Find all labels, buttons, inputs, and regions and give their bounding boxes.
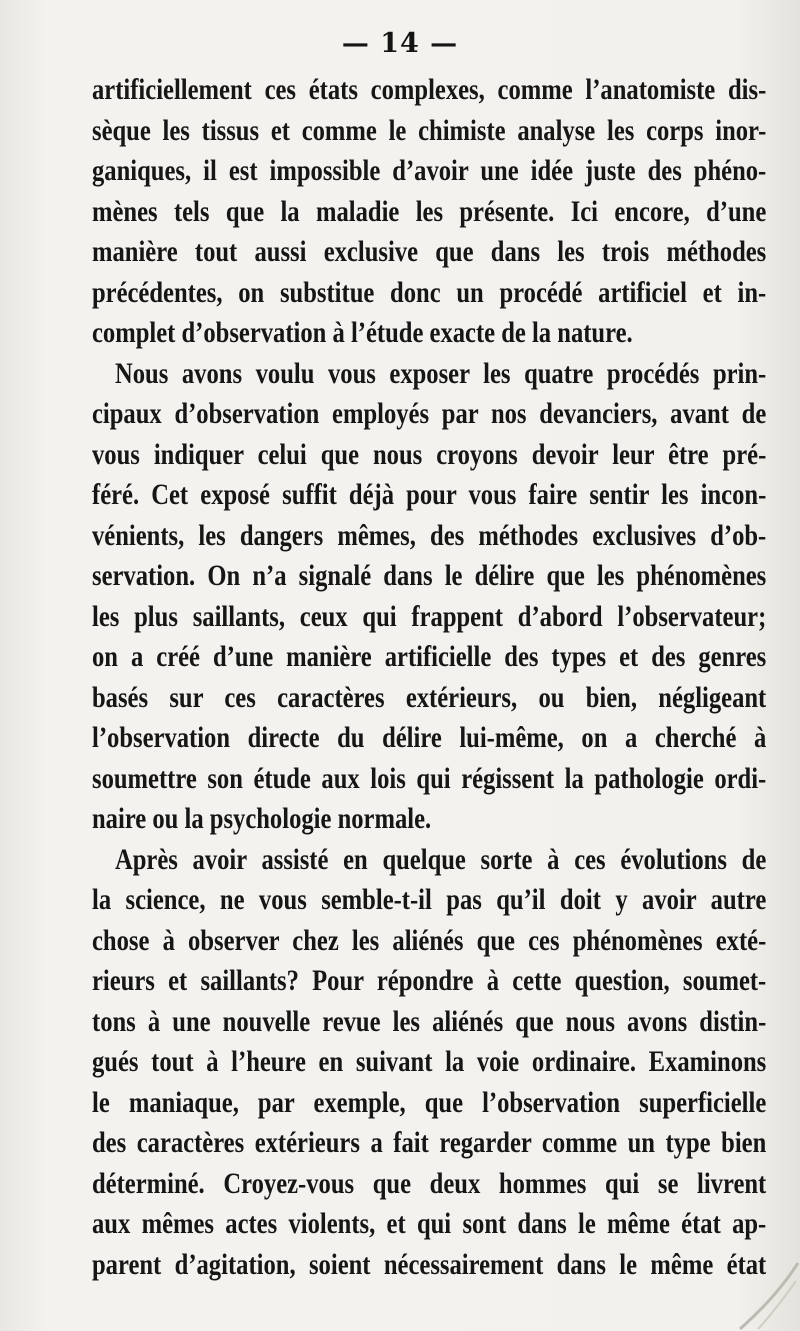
text-line: on a créé d’une manière artificielle des types et des genres <box>92 640 767 673</box>
text-line: manière tout aussi exclusive que dans les trois méthodes <box>92 235 767 268</box>
text-line: sèque les tissus et comme le chimiste analyse les corps inor- <box>92 113 767 147</box>
text-line: tons à une nouvelle revue les aliénés que nous avons distin- <box>92 1004 767 1038</box>
text-line: chose à observer chez les aliénés que ces phénomènes exté- <box>92 923 767 957</box>
text-line: artificiellement ces états complexes, comme l’anatomiste dis- <box>92 73 767 106</box>
text-line: des caractères extérieurs a fait regarder comme un type bien <box>92 1126 767 1159</box>
text-line: Après avoir assisté en quelque sorte à ces évolutions de <box>114 842 767 876</box>
text-line: soumettre son étude aux lois qui régissent la pathologie ordi- <box>92 761 767 795</box>
text-line: parent d’agitation, soient nécessairement dans le même état <box>92 1247 767 1281</box>
text-line: Nous avons voulu vous exposer les quatre procédés prin- <box>114 356 767 390</box>
text-line: les plus saillants, ceux qui frappent d’abord l’observateur; <box>92 599 767 633</box>
text-line: vous indiquer celui que nous croyons devoir leur être pré- <box>92 437 767 471</box>
text-line: naire ou la psychologie normale. <box>92 802 432 835</box>
text-line: le maniaque, par exemple, que l’observation superficielle <box>92 1085 767 1119</box>
text-line: complet d’observation à l’étude exacte de la nature. <box>92 316 633 349</box>
page-number: — 14 — <box>341 28 459 59</box>
text-line: vénients, les dangers mêmes, des méthodes exclusives d’ob- <box>92 518 767 552</box>
text-line: gués tout à l’heure en suivant la voie ordinaire. Examinons <box>92 1045 767 1078</box>
body-text <box>92 70 766 1285</box>
text-line: rieurs et saillants? Pour répondre à cette question, soumet- <box>92 964 767 997</box>
text-line: précédentes, on substitue donc un procédé artificiel et in- <box>92 275 767 309</box>
text-line: aux mêmes actes violents, et qui sont dans le même état ap- <box>92 1207 767 1240</box>
text-line: l’observation directe du délire lui-même, on a cherché à <box>92 721 767 754</box>
paper-crease-mark <box>710 1261 800 1331</box>
text-line: la science, ne vous semble-t-il pas qu’il doit y avoir autre <box>92 883 767 916</box>
text-line: déterminé. Croyez-vous que deux hommes qui se livrent <box>92 1166 767 1200</box>
text-line: servation. On n’a signalé dans le délire que les phénomènes <box>92 559 767 592</box>
text-line: cipaux d’observation employés par nos devanciers, avant de <box>92 397 767 430</box>
text-line: féré. Cet exposé suffit déjà pour vous faire sentir les incon- <box>92 478 767 511</box>
text-line: mènes tels que la maladie les présente. Ici encore, d’une <box>92 194 767 228</box>
text-line: ganiques, il est impossible d’avoir une idée juste des phéno- <box>92 154 767 187</box>
text-line: basés sur ces caractères extérieurs, ou bien, négligeant <box>92 680 767 714</box>
